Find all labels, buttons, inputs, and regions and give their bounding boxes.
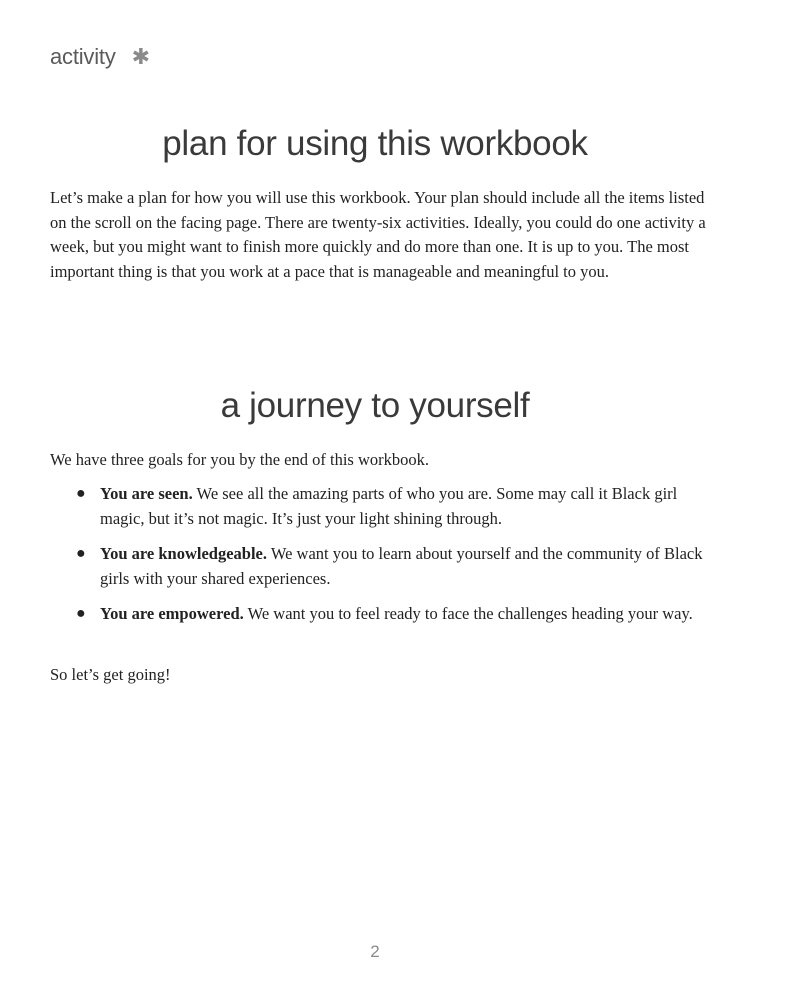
bullet-icon: ● (76, 545, 86, 562)
activity-label: activity (50, 44, 116, 69)
asterisk-icon: ✱ (131, 44, 150, 69)
goal-text: We want you to feel ready to face the challenges heading your way. (243, 604, 693, 623)
goal-item (50, 482, 710, 531)
goal-item (50, 602, 710, 627)
goal-text: We want you to learn about yourself and the community of Black girls with your shared experiences. (100, 544, 703, 588)
goal-lead: You are empowered. (100, 604, 244, 623)
activity-header (50, 44, 150, 70)
page-number: 2 (370, 942, 380, 961)
closing-line: So let’s get going! (50, 665, 171, 684)
bullet-icon: ● (76, 485, 86, 502)
section-title-plan: plan for using this workbook (162, 124, 588, 163)
section-title-journey: a journey to yourself (220, 386, 530, 425)
goal-lead: You are knowledgeable. (100, 544, 267, 563)
plan-paragraph: Let’s make a plan for how you will use this workbook. Your plan should include all the items listed on the scroll on the facing page. There are twenty-six activities. Ideally, you could do one activity a week, but you might want to finish more quickly and do more than one. It is up to you. The most important thing is that you work at a pace that is manageable and meaningful to you. (50, 188, 706, 281)
goal-text: We see all the amazing parts of who you are. Some may call it Black girl magic, but it’s not magic. It’s just your light shining through. (100, 484, 678, 528)
goals-intro: We have three goals for you by the end of this workbook. (50, 450, 429, 469)
goals-list (50, 482, 710, 638)
goal-lead: You are seen. (100, 484, 193, 503)
goal-item (50, 542, 710, 591)
bullet-icon: ● (76, 605, 86, 622)
